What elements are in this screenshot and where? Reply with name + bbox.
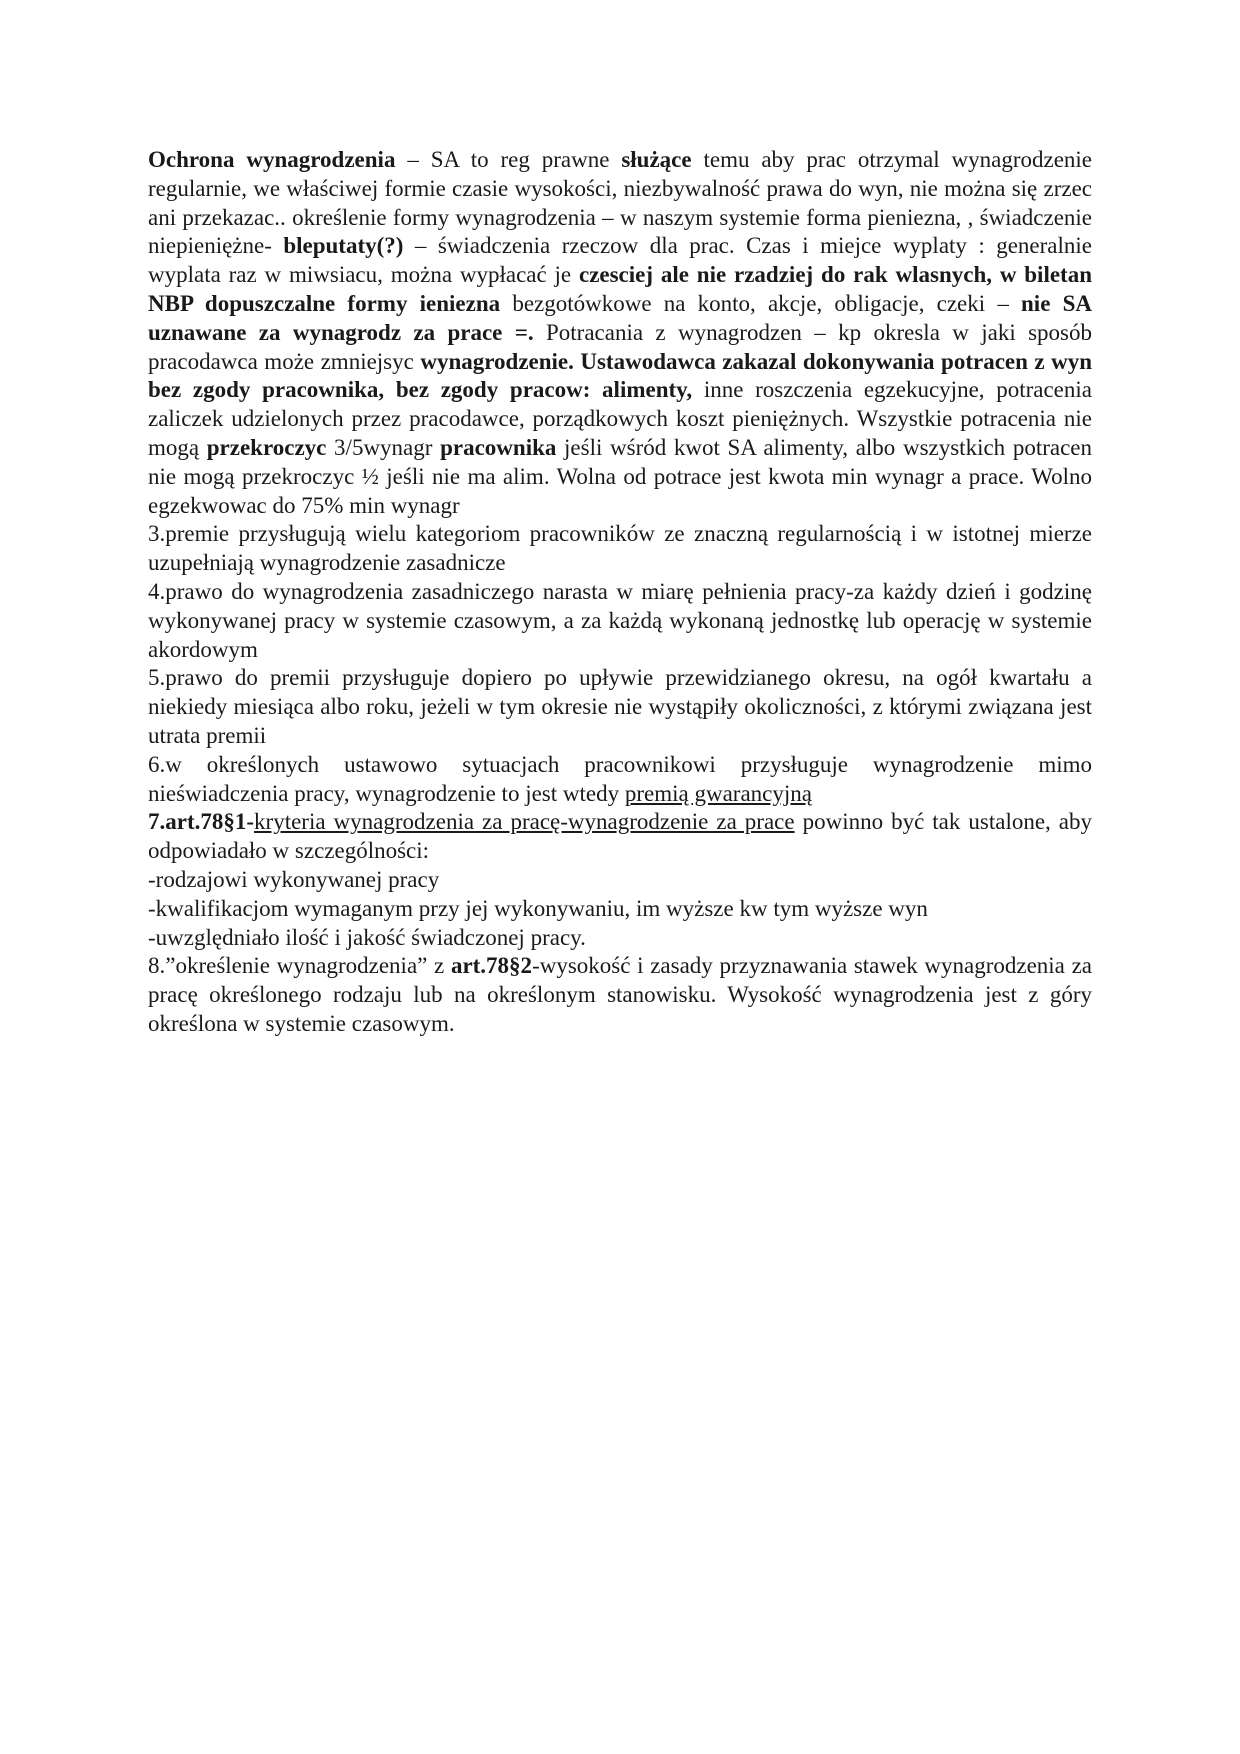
list-item: -kwalifikacjom wymaganym przy jej wykonywaniu, im wyższe kw tym wyższe wyn <box>148 895 928 921</box>
document-page <box>148 146 1092 1039</box>
underlined-term: premią gwarancyjną <box>624 780 812 806</box>
paragraph-6-guarantee: 6.w określonych ustawowo sytuacjach pracownikowi przysługuje wynagrodzenie mimo nieświadczenia pracy, wynagrodzenie to jest wtedy premią gwarancyjną <box>148 751 1092 806</box>
article-reference: art.78§2 <box>450 953 533 979</box>
paragraph-7-criteria: 7.art.78§1-kryteria wynagrodzenia za pracę-wynagrodzenie za prace powinno być tak ustalone, aby odpowiadało w szczególności: <box>148 809 1092 864</box>
paragraph-3-bonuses: 3.premie przysługują wielu kategoriom pracowników ze znaczną regularnością i w istotnej mierze uzupełniają wynagrodzenie zasadnicze <box>148 521 1092 576</box>
paragraph-5-bonus-right: 5.prawo do premii przysługuje dopiero po upływie przewidzianego okresu, na ogół kwartału a niekiedy miesiąca albo roku, jeżeli w tym okresie nie wystąpiły okoliczności, z którymi związana jest utrata premii <box>148 665 1092 748</box>
list-item: -uwzględniało ilość i jakość świadczonej pracy. <box>148 924 586 950</box>
paragraph-8-definition: 8.”określenie wynagrodzenia” z art.78§2-wysokość i zasady przyznawania stawek wynagrodzenia za pracę określonego rodzaju lub na określonym stanowisku. Wysokość wynagrodzenia jest z góry określona w systemie czasowym. <box>148 953 1092 1036</box>
paragraph-wage-protection: Ochrona wynagrodzenia – SA to reg prawne służące temu aby prac otrzymal wynagrodzenie regularnie, we właściwej formie czasie wysokości, niezbywalność prawa do wyn, nie można się zrzec ani przekazac.. określenie formy wynagrodzenia – w naszym systemie forma pieniezna, , świadczenie niepieniężne- bleputaty(?) – świadczenia rzeczow dla prac. Czas i miejce wyplaty : generalnie wyplata raz w miwsiacu, można wypłacać je czesciej ale nie rzadziej do rak wlasnych, w biletan NBP dopuszczalne formy ieniezna bezgotówkowe na konto, akcje, obligacje, czeki – nie SA uznawane za wynagrodz za prace =. Potracania z wynagrodzen – kp okresla w jaki sposób pracodawca może zmniejsyc wynagrodzenie. Ustawodawca zakazal dokonywania potracen z wyn bez zgody pracownika, bez zgody pracow: alimenty, inne roszczenia egzekucyjne, potracenia zaliczek udzielonych przez pracodawce, porządkowych koszt pieniężnych. Wszystkie potracenia nie mogą przekroczyc 3/5wynagr pracownika jeśli wśród kwot SA alimenty, albo wszystkich potracen nie mogą przekroczyc ½ jeśli nie ma alim. Wolna od potrace jest kwota min wynagr a prace. Wolno egzekwowac do 75% min wynagr <box>148 147 1093 518</box>
article-reference: art.78§1- <box>165 809 255 835</box>
underlined-term: kryteria wynagrodzenia za pracę-wynagrodzenie za prace <box>254 809 795 835</box>
section-title: Ochrona wynagrodzenia <box>148 147 396 172</box>
list-item: -rodzajowi wykonywanej pracy <box>148 866 440 892</box>
paragraph-4-basic-wage: 4.prawo do wynagrodzenia zasadniczego narasta w miarę pełnienia pracy-za każdy dzień i godzinę wykonywanej pracy w systemie czasowym, a za każdą wykonaną jednostkę lub operację w systemie akordowym <box>148 578 1092 662</box>
